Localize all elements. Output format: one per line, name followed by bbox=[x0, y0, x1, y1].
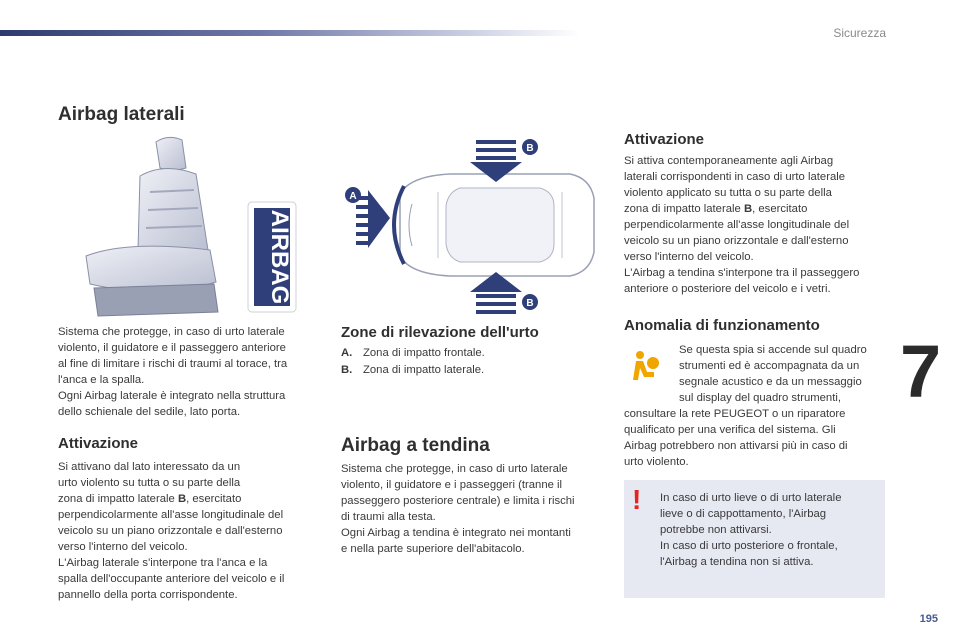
text-line: In caso di urto lieve o di urto laterale bbox=[660, 492, 842, 504]
text-line: laterali corrispondenti in caso di urto laterale bbox=[624, 171, 846, 183]
exclamation-icon: ! bbox=[632, 484, 642, 515]
label-a: A bbox=[349, 191, 357, 202]
text-line: zona di impatto laterale B, esercitato bbox=[624, 203, 808, 215]
text-line: perpendicolarmente all'asse longitudinale del bbox=[624, 219, 850, 231]
text-line: passeggero posteriore centrale) e limita i rischi bbox=[341, 495, 575, 507]
front-arrow-icon bbox=[356, 190, 390, 248]
text-line: violento applicato su tutta o su parte della bbox=[624, 187, 832, 199]
label-b-bottom: B bbox=[526, 298, 534, 309]
text-line: Ogni Airbag laterale è integrato nella struttura bbox=[58, 390, 286, 402]
text-line: Se questa spia si accende sul quadro bbox=[679, 344, 867, 356]
text-line: di traumi alla testa. bbox=[341, 511, 436, 523]
text-line: consultare la rete PEUGEOT o un riparatore bbox=[624, 408, 846, 420]
chapter-number: 7 bbox=[900, 330, 942, 413]
page-title: Airbag laterali bbox=[58, 104, 185, 125]
text-line: qualificato per una verifica del sistema. Gli bbox=[624, 424, 836, 436]
bottom-arrow-icon bbox=[470, 272, 522, 314]
airbag-badge-text: AIRBAG bbox=[266, 209, 293, 305]
text-line: segnale acustico e da un messaggio bbox=[679, 376, 862, 388]
section-title: Sicurezza bbox=[833, 26, 886, 40]
text-line: violento, il guidatore e il passeggero anteriore bbox=[58, 342, 286, 354]
label-b-top: B bbox=[526, 143, 534, 154]
text-line: al fine di limitare i rischi di traumi al torace, tra bbox=[58, 358, 288, 370]
text-line: e nella parte superiore dell'abitacolo. bbox=[341, 543, 525, 555]
text-line: Ogni Airbag a tendina è integrato nei montanti bbox=[341, 527, 571, 539]
text-line: verso l'interno del veicolo. bbox=[58, 541, 188, 553]
header-gradient-bar bbox=[0, 30, 580, 36]
text-line: L'Airbag a tendina s'interpone tra il passeggero bbox=[624, 267, 860, 279]
zone-item-b: B. Zona di impatto laterale. bbox=[341, 364, 485, 376]
text-line: Si attiva contemporaneamente agli Airbag bbox=[624, 155, 834, 167]
text-line: perpendicolarmente all'asse longitudinale del bbox=[58, 509, 284, 521]
text-line: veicolo su un piano orizzontale e dall'esterno bbox=[624, 235, 849, 247]
zones-title: Zone di rilevazione dell'urto bbox=[341, 324, 539, 341]
text-line: L'Airbag laterale s'interpone tra l'anca e la bbox=[58, 557, 268, 569]
page-number: 195 bbox=[919, 613, 938, 625]
right-activation-title: Attivazione bbox=[624, 131, 705, 148]
curtain-title: Airbag a tendina bbox=[341, 435, 490, 456]
text-line: veicolo su un piano orizzontale e dall'esterno bbox=[58, 525, 283, 537]
zone-item-a: A. Zona di impatto frontale. bbox=[341, 347, 485, 359]
airbag-warning-lamp-icon bbox=[628, 350, 662, 384]
text-line: urto violento. bbox=[624, 456, 689, 468]
text-line: zona di impatto laterale B, esercitato bbox=[58, 493, 242, 505]
seat-illustration bbox=[68, 132, 318, 320]
text-line: Si attivano dal lato interessato da un bbox=[58, 461, 241, 473]
text-line: Airbag potrebbero non attivarsi più in caso di bbox=[624, 440, 848, 452]
text-line: l'anca e la spalla. bbox=[58, 374, 145, 386]
impact-zones-diagram bbox=[340, 134, 600, 324]
text-line: Sistema che protegge, in caso di urto laterale bbox=[58, 326, 285, 338]
text-line: anteriore o posteriore del veicolo e i vetri. bbox=[624, 283, 831, 295]
text-line: urto violento su tutta o su parte della bbox=[58, 477, 241, 489]
text-line: dello schienale del sedile, lato porta. bbox=[58, 406, 241, 418]
text-line: verso l'interno del veicolo. bbox=[624, 251, 754, 263]
text-line: spalla dell'occupante anteriore del veicolo e il bbox=[58, 573, 285, 585]
fault-title: Anomalia di funzionamento bbox=[624, 317, 820, 334]
text-line: In caso di urto posteriore o frontale, bbox=[660, 540, 838, 552]
car-top-view bbox=[400, 174, 594, 276]
text-line: sul display del quadro strumenti, bbox=[679, 392, 842, 404]
text-line: l'Airbag a tendina non si attiva. bbox=[660, 556, 814, 568]
text-line: potrebbe non attivarsi. bbox=[660, 524, 772, 536]
text-line: violento, il guidatore e i passeggeri (tranne il bbox=[341, 479, 563, 491]
text-line: strumenti ed è accompagnata da un bbox=[679, 360, 860, 372]
text-line: pannello della porta corrispondente. bbox=[58, 589, 238, 601]
left-activation-title: Attivazione bbox=[58, 435, 139, 452]
text-line: lieve o di cappottamento, l'Airbag bbox=[660, 508, 827, 520]
text-line: Sistema che protegge, in caso di urto laterale bbox=[341, 463, 568, 475]
